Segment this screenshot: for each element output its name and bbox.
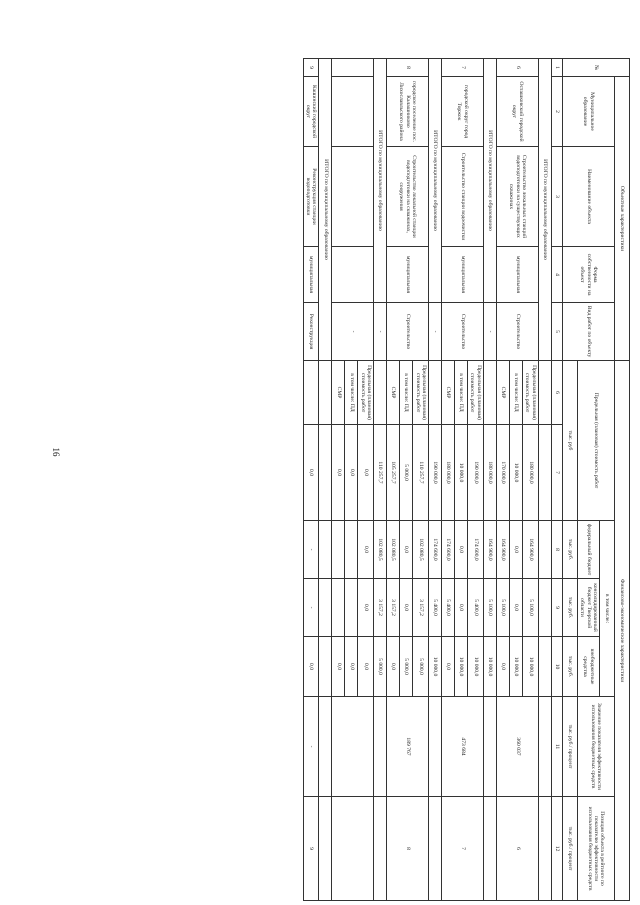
cost-cell: 110 257,7 <box>413 425 429 521</box>
extra-cell: 5 000,0 <box>400 637 413 697</box>
work-type-cell: Строительство <box>442 303 484 361</box>
extra-cell: 0,0 <box>442 637 455 697</box>
municipality-cell: городское поселение пос. Калашниково Лихославльского района <box>387 77 429 147</box>
object-name-header: Наименование объекта <box>562 147 614 247</box>
eff-rank-cell: 8 <box>387 797 429 901</box>
col-number: 6 <box>551 361 562 425</box>
row-number: 6 <box>496 59 538 77</box>
cost-cell: 170 000,0 <box>496 425 509 521</box>
col-number: 1 <box>551 59 562 77</box>
cost-cell: 105 257,7 <box>387 425 400 521</box>
page-number: 16 <box>51 447 61 457</box>
cost-cell: 190 000,0 <box>429 425 442 521</box>
unit-extra: тыс. руб. <box>562 637 577 697</box>
federal-cell: 174 600,0 <box>442 521 455 579</box>
unit-consolidated: тыс. руб. <box>562 579 577 637</box>
work-type-cell: Строительство <box>387 303 429 361</box>
municipality-cell: Осташковский городской округ <box>496 77 538 147</box>
consolidated-cell: 5 100,0 <box>483 579 496 637</box>
total-label: ИТОГО по муниципальному образованию <box>483 59 496 303</box>
consolidated-cell: 3 157,2 <box>387 579 400 637</box>
federal-cell: 0,0 <box>509 521 522 579</box>
eff-rank-cell: 6 <box>496 797 538 901</box>
consolidated-cell: 3 157,2 <box>374 579 387 637</box>
work-type-cell: - <box>332 303 374 361</box>
rotated-table-container <box>90 58 630 900</box>
object-cell: Строительство станции водоочистки <box>442 147 484 247</box>
consolidated-cell: 3 157,2 <box>413 579 429 637</box>
federal-cell: 174 600,0 <box>429 521 442 579</box>
col-number: 9 <box>551 579 562 637</box>
consolidated-cell: 5 400,0 <box>429 579 442 637</box>
extra-cell: 10 000,0 <box>455 637 468 697</box>
consolidated-cell: 0,0 <box>455 579 468 637</box>
unit-eff-value: тыс. руб./ процент <box>562 697 577 797</box>
table-row <box>468 59 484 901</box>
ownership-cell: муниципальная <box>496 247 538 303</box>
sub-label: Предельная (плановая) стоимость работ <box>358 361 374 425</box>
cost-cell: 190 000,0 <box>468 425 484 521</box>
extra-cell: 10 000,0 <box>509 637 522 697</box>
cost-cell: 10 000,0 <box>455 425 468 521</box>
object-cell: Строительство локальных станций водоподготовки на существующих скважинах <box>496 147 538 247</box>
extra-cell: 0,0 <box>345 637 358 697</box>
eff-value-cell: 360 037 <box>496 697 538 797</box>
extra-cell: 0,0 <box>387 637 400 697</box>
col-number: 7 <box>551 425 562 521</box>
federal-cell: 0,0 <box>455 521 468 579</box>
col-number: 10 <box>551 637 562 697</box>
extra-cell: 0,0 <box>496 637 509 697</box>
row-number: 7 <box>442 59 484 77</box>
unit-federal: тыс. руб. <box>562 521 577 579</box>
table-row <box>303 59 319 901</box>
work-type-cell: - <box>374 303 387 361</box>
federal-cell: 164 900,0 <box>496 521 509 579</box>
federal-cell <box>345 521 358 579</box>
municipality-header: Муниципальное образование <box>562 77 614 147</box>
sub-label: в том числе: ПД <box>400 361 413 425</box>
sub-label: Предельная (плановая) стоимость работ <box>468 361 484 425</box>
federal-cell: 102 080,5 <box>413 521 429 579</box>
efficiency-rank-header: Позиция объекта в рейтинге по показателю эффективности использования бюджетных средств <box>577 797 614 901</box>
unit-eff-rank: тыс. руб./ процент <box>562 797 577 901</box>
federal-cell: 102 080,5 <box>387 521 400 579</box>
col-number: 8 <box>551 521 562 579</box>
unit-cost: тыс. руб <box>562 361 577 521</box>
table-row <box>522 59 538 901</box>
cost-cell: 110 257,7 <box>374 425 387 521</box>
sub-label: в том числе: ПД <box>509 361 522 425</box>
federal-header: федеральный бюджет <box>577 521 599 579</box>
federal-cell: 164 900,0 <box>522 521 538 579</box>
federal-cell: 0,0 <box>358 521 374 579</box>
extra-cell: 0,0 <box>332 637 345 697</box>
financial-chars-header: Финансово-экономические характеристики <box>615 361 630 901</box>
ownership-header: Форма собственности на объект <box>562 247 614 303</box>
sub-label: в том числе: ПД <box>345 361 358 425</box>
total-label: ИТОГО по муниципальному образованию <box>538 59 551 361</box>
col-number: 2 <box>551 77 562 147</box>
cost-cell: 10 000,0 <box>509 425 522 521</box>
consolidated-cell: 5 100,0 <box>496 579 509 637</box>
work-type-cell: - <box>429 303 442 361</box>
municipality-cell: городской округ город Торжок <box>442 77 484 147</box>
row-number: 9 <box>303 59 319 77</box>
consolidated-cell: 0,0 <box>400 579 413 637</box>
extra-cell: 0,0 <box>303 637 319 697</box>
col-number: 11 <box>551 697 562 797</box>
federal-cell: 174 600,0 <box>468 521 484 579</box>
federal-cell: 0,0 <box>400 521 413 579</box>
col-number: 12 <box>551 797 562 901</box>
federal-cell: 164 900,0 <box>483 521 496 579</box>
object-chars-header: Объектные характеристики <box>615 77 630 361</box>
work-type-cell: Реконструкция <box>303 303 319 361</box>
ownership-cell: муниципальная <box>442 247 484 303</box>
extra-cell: 5 000,0 <box>374 637 387 697</box>
federal-cell: - <box>303 521 319 579</box>
col-number: 3 <box>551 147 562 247</box>
eff-rank-cell: 9 <box>303 797 319 901</box>
estimated-cost-header: Предельная (плановая) стоимость работ <box>577 361 614 521</box>
ownership-cell: муниципальная <box>303 247 319 303</box>
cost-cell: 5 000,0 <box>400 425 413 521</box>
sub-label: СМР <box>496 361 509 425</box>
consolidated-cell: - <box>303 579 319 637</box>
total-label: ИТОГО по муниципальному образованию <box>429 59 442 303</box>
total-row <box>374 59 387 901</box>
consolidated-cell <box>332 579 345 637</box>
cost-cell: 0,0 <box>332 425 345 521</box>
federal-cell <box>332 521 345 579</box>
object-cell: Строительство локальной станции водоподготовки на скважинах, сооружения <box>387 147 429 247</box>
column-numbers-row <box>551 59 562 901</box>
financial-table <box>303 58 630 901</box>
work-type-header: Вид работ по объекту <box>562 303 614 361</box>
consolidated-cell: 5 400,0 <box>468 579 484 637</box>
cost-cell: 180 000,0 <box>522 425 538 521</box>
municipality-cell: Кашинский городской округ <box>303 77 319 147</box>
cost-cell: 0,0 <box>303 425 319 521</box>
sub-label: Предельная (плановая) стоимость работ <box>413 361 429 425</box>
consolidated-cell: 0,0 <box>358 579 374 637</box>
total-label: ИТОГО по муниципальному образованию <box>319 59 332 361</box>
extra-cell: 10 000,0 <box>429 637 442 697</box>
sub-label: СМР <box>442 361 455 425</box>
consolidated-cell: 0,0 <box>509 579 522 637</box>
total-label: ИТОГО по муниципальному образованию <box>374 59 387 303</box>
table-row <box>413 59 429 901</box>
total-row <box>319 59 332 901</box>
eff-value-cell: 473 684 <box>442 697 484 797</box>
row-number: 8 <box>387 59 429 77</box>
extrabudget-header: внебюджетные средства <box>577 637 599 697</box>
sub-label: в том числе: ПД <box>455 361 468 425</box>
consolidated-cell <box>345 579 358 637</box>
sub-label: СМР <box>387 361 400 425</box>
efficiency-value-header: Значение показателя эффективности использования бюджетных средств <box>577 697 614 797</box>
eff-value-cell: - <box>303 697 319 797</box>
extra-cell: 5 000,0 <box>413 637 429 697</box>
sub-label: СМР <box>332 361 345 425</box>
extra-cell: 10 000,0 <box>468 637 484 697</box>
cost-cell: 180 000,0 <box>442 425 455 521</box>
total-row <box>483 59 496 901</box>
col-number: 5 <box>551 303 562 361</box>
consolidated-cell: 5 400,0 <box>442 579 455 637</box>
cost-cell: 0,0 <box>358 425 374 521</box>
object-cell: Реконструкция станции водоподготовки <box>303 147 319 247</box>
extra-cell: 0,0 <box>358 637 374 697</box>
ownership-cell: муниципальная <box>387 247 429 303</box>
federal-cell: 102 080,5 <box>374 521 387 579</box>
col-num-header: № <box>562 59 629 77</box>
work-type-cell: - <box>483 303 496 361</box>
eff-value-cell: 189 767 <box>387 697 429 797</box>
extra-cell: 10 000,0 <box>483 637 496 697</box>
cost-cell: 180 000,0 <box>483 425 496 521</box>
consolidated-cell: 5 100,0 <box>522 579 538 637</box>
including-header: в том числе: <box>600 521 615 697</box>
sub-label: Предельная (плановая) стоимость работ <box>522 361 538 425</box>
consolidated-header: консолидированный бюджет Тверской области <box>577 579 599 637</box>
work-type-cell: Строительство <box>496 303 538 361</box>
eff-rank-cell: 7 <box>442 797 484 901</box>
col-number: 4 <box>551 247 562 303</box>
cost-cell: 0,0 <box>345 425 358 521</box>
total-row <box>538 59 551 901</box>
total-row <box>429 59 442 901</box>
extra-cell: 10 000,0 <box>522 637 538 697</box>
table-row <box>358 59 374 901</box>
